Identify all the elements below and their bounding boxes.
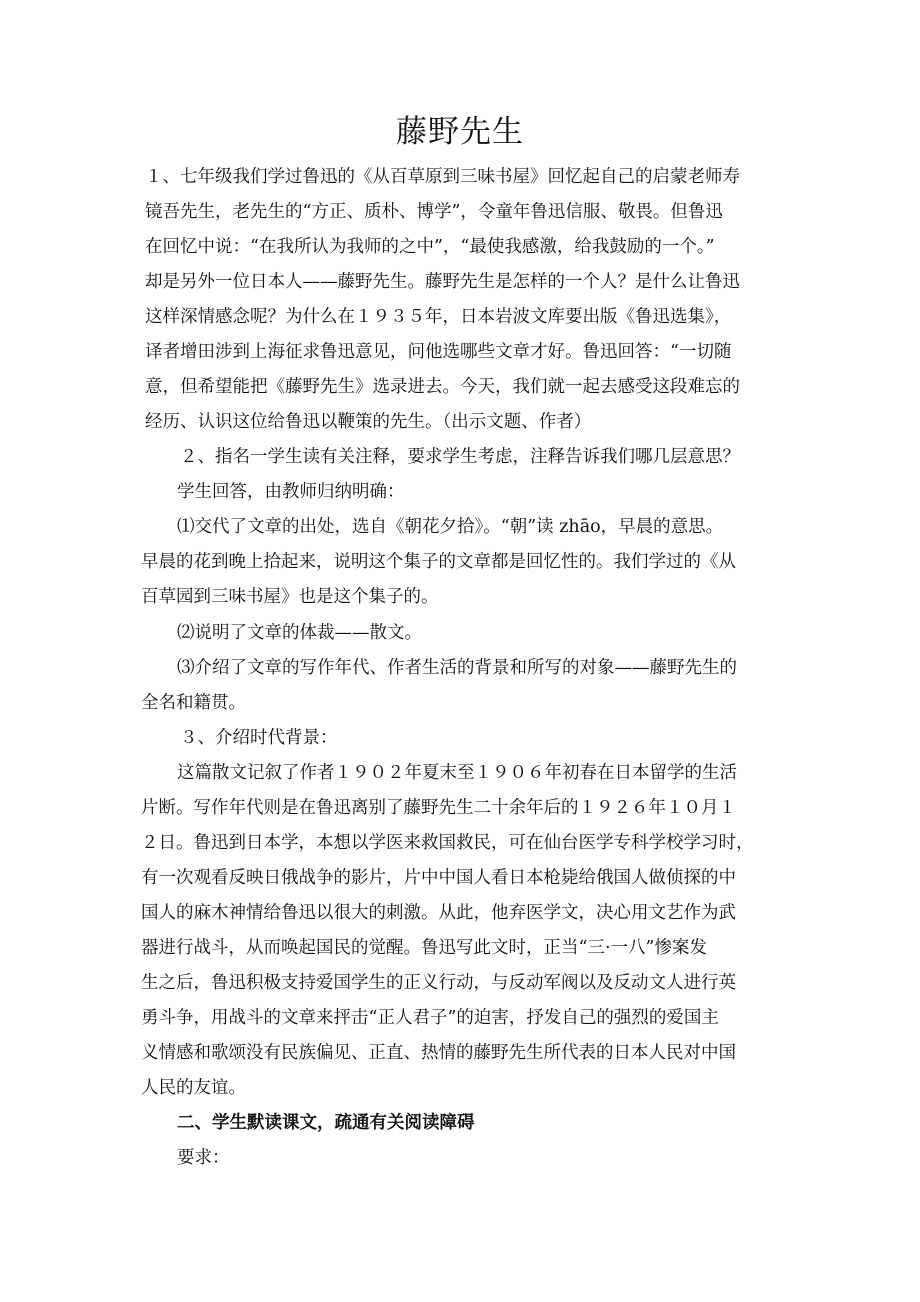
paragraph-line: ２、指名一学生读有关注释，要求学生考虑，注释告诉我们哪几层意思？ — [180, 447, 740, 467]
page-title: 藤野先生 — [396, 114, 524, 150]
paragraph-line: 勇斗争，用战斗的文章来抨击“正人君子”的迫害，抒发自己的强烈的爱国主 — [141, 1008, 719, 1028]
paragraph-line: 译者增田涉到上海征求鲁迅意见，问他选哪些文章才好。鲁迅回答：“一切随 — [145, 342, 732, 362]
paragraph-line: 全名和籍贯。 — [141, 693, 246, 713]
section-heading: 二、学生默读课文，疏通有关阅读障碍 — [177, 1113, 475, 1133]
paragraph-line: 镜吾先生，老先生的“方正、质朴、博学”，令童年鲁迅信服、敬畏。但鲁迅 — [145, 202, 723, 222]
paragraph-line: 学生回答，由教师归纳明确： — [177, 482, 405, 502]
paragraph-line: ⑵说明了文章的体裁——散文。 — [177, 623, 422, 643]
paragraph-line: 这样深情感念呢？为什么在１９３５年，日本岩波文库要出版《鲁迅选集》， — [145, 307, 732, 327]
paragraph-line: ⑴交代了文章的出处，选自《朝花夕拾》。“朝”读 zhāo，早晨的意思。 — [177, 517, 724, 537]
paragraph-line: 人民的友谊。 — [141, 1078, 246, 1098]
paragraph-line: 生之后，鲁迅积极支持爱国学生的正义行动，与反动军阀以及反动文人进行英 — [141, 973, 736, 993]
paragraph-line: １、七年级我们学过鲁迅的《从百草原到三味书屋》回忆起自己的启蒙老师寿 — [145, 167, 740, 187]
paragraph-line: 百草园到三味书屋》也是这个集子的。 — [141, 587, 439, 607]
paragraph-line: 国人的麻木神情给鲁迅以很大的刺激。从此，他弃医学文，决心用文艺作为武 — [141, 903, 736, 923]
paragraph-line: 在回忆中说：“在我所认为我师的之中”，“最使我感激，给我鼓励的一个。” — [145, 237, 715, 257]
paragraph-line: ２日。鲁迅到日本学，本想以学医来救国救民，可在仙台医学专科学校学习时， — [141, 833, 754, 853]
paragraph-line: 经历、认识这位给鲁迅以鞭策的先生。（出示文题、作者） — [145, 412, 592, 432]
paragraph-line: 意，但希望能把《藤野先生》选录进去。今天，我们就一起去感受这段难忘的 — [145, 377, 740, 397]
paragraph-line: 有一次观看反映日俄战争的影片，片中中国人看日本枪毙给俄国人做侦探的中 — [141, 868, 736, 888]
paragraph-line: 片断。写作年代则是在鲁迅离别了藤野先生二十余年后的１９２６年１０月１ — [141, 798, 736, 818]
paragraph-line: ３、介绍时代背景： — [180, 728, 338, 748]
paragraph-line: 这篇散文记叙了作者１９０２年夏末至１９０６年初春在日本留学的生活 — [177, 763, 737, 783]
paragraph-line: 却是另外一位日本人——藤野先生。藤野先生是怎样的一个人？是什么让鲁迅 — [145, 272, 740, 292]
paragraph-line: ⑶介绍了文章的写作年代、作者生活的背景和所写的对象——藤野先生的 — [177, 658, 737, 678]
paragraph-line: 器进行战斗，从而唤起国民的觉醒。鲁迅写此文时，正当“三·一八”惨案发 — [141, 938, 707, 958]
paragraph-line: 要求： — [177, 1148, 230, 1168]
paragraph-line: 早晨的花到晚上拾起来，说明这个集子的文章都是回忆性的。我们学过的《从 — [141, 552, 736, 572]
paragraph-line: 义情感和歌颂没有民族偏见、正直、热情的藤野先生所代表的日本人民对中国 — [141, 1043, 736, 1063]
